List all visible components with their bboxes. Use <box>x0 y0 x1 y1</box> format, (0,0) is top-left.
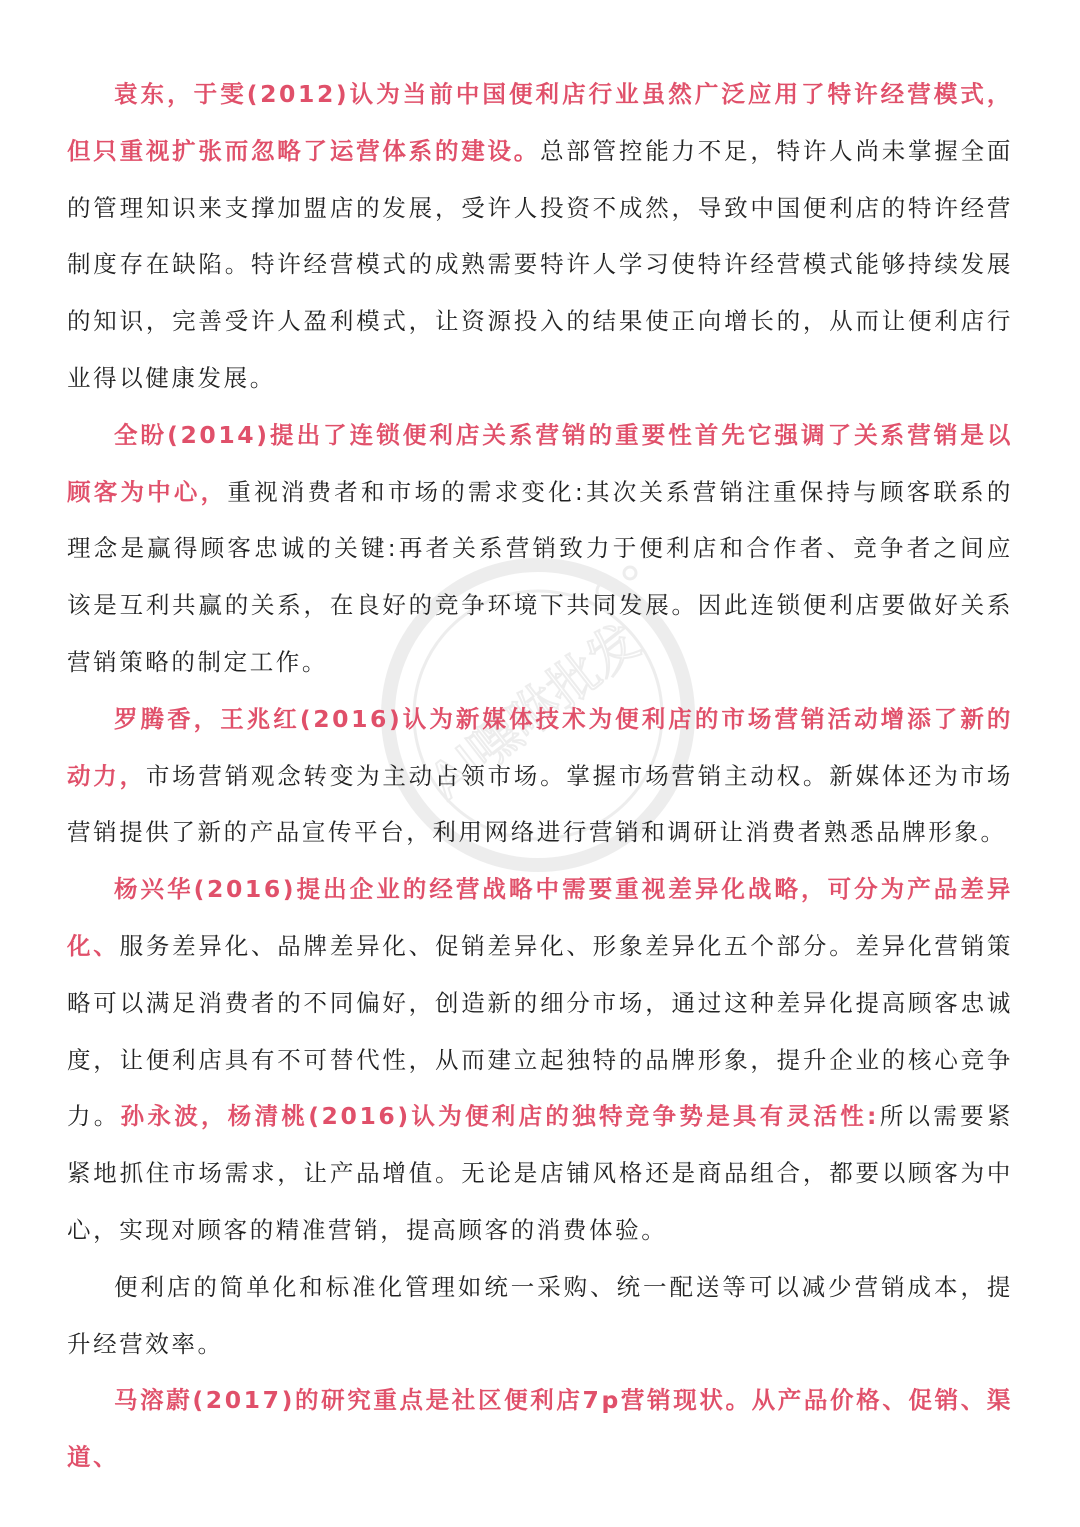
paragraph-4 <box>67 861 1013 1259</box>
paragraph-text: 便利店的简单化和标准化管理如统一采购、统一配送等可以减少营销成本，提升经营效率。 <box>67 1272 1013 1358</box>
highlight-citation: 罗腾香，王兆红(2016)认为新媒体技术为便利店的市场营销活动增添了新的动力， <box>67 704 1013 790</box>
paragraph-text: 总部管控能力不足，特许人尚未掌握全面的管理知识来支撑加盟店的发展，受许人投资不成然，导致中国便利店的特许经营制度存在缺陷。特许经营模式的成熟需要特许人学习使特许经营模式能够持续发展的知识，完善受许人盈利模式，让资源投入的结果使正向增长的，从而让便利店行业得以健康发展。 <box>67 136 1013 392</box>
highlight-citation-2: 孙永波，杨清桃(2016)认为便利店的独特竞争势是具有灵活性: <box>120 1102 879 1131</box>
paragraph-text-2: 所以需要紧紧地抓住市场需求，让产品增值。无论是店铺风格还是商品组合，都要以顾客为中心，实现对顾客的精准营销，提高顾客的消费体验。 <box>67 1102 1014 1244</box>
highlight-citation: 杨兴华(2016)提出企业的经营战略中需要重视差异化战略，可分为产品差异化、 <box>67 875 1013 960</box>
paragraph-2 <box>67 407 1013 691</box>
paragraph-text: 服务差异化、品牌差异化、促销差异化、形象差异化五个部分。差异化营销策略可以满足消费者的不同偏好，创造新的细分市场，通过这种差异化提高顾客忠诚度，让便利店具有不可替代性，从而建立起独特的品牌形象，提升企业的核心竞争力。 <box>67 931 1014 1131</box>
paragraph-5 <box>67 1259 1013 1373</box>
watermark-text: AI嘿咻批发 <box>418 611 651 811</box>
paragraph-text: 重视消费者和市场的需求变化:其次关系营销注重保持与顾客联系的理念是赢得顾客忠诚的关键:再者关系营销致力于便利店和合作者、竞争者之间应该是互利共赢的关系，在良好的竞争环境下共同发展。因此连锁便利店要做好关系营销策略的制定工作。 <box>67 477 1013 676</box>
highlight-citation: 马溶蔚(2017)的研究重点是社区便利店7p营销现状。从产品价格、促销、渠道、 <box>67 1386 1013 1472</box>
document-body <box>67 66 1013 1486</box>
paragraph-text: 市场营销观念转变为主动占领市场。掌握市场营销主动权。新媒体还为市场营销提供了新的产品宣传平台，利用网络进行营销和调研让消费者熟悉品牌形象。 <box>67 761 1013 847</box>
highlight-citation: 全盼(2014)提出了连锁便利店关系营销的重要性首先它强调了关系营销是以顾客为中心， <box>67 420 1013 506</box>
paragraph-1 <box>67 66 1013 407</box>
paragraph-3 <box>67 691 1013 861</box>
highlight-citation: 袁东，于雯(2012)认为当前中国便利店行业虽然广泛应用了特许经营模式，但只重视扩张而忽略了运营体系的建设。 <box>67 80 1013 165</box>
paragraph-6 <box>67 1372 1013 1486</box>
